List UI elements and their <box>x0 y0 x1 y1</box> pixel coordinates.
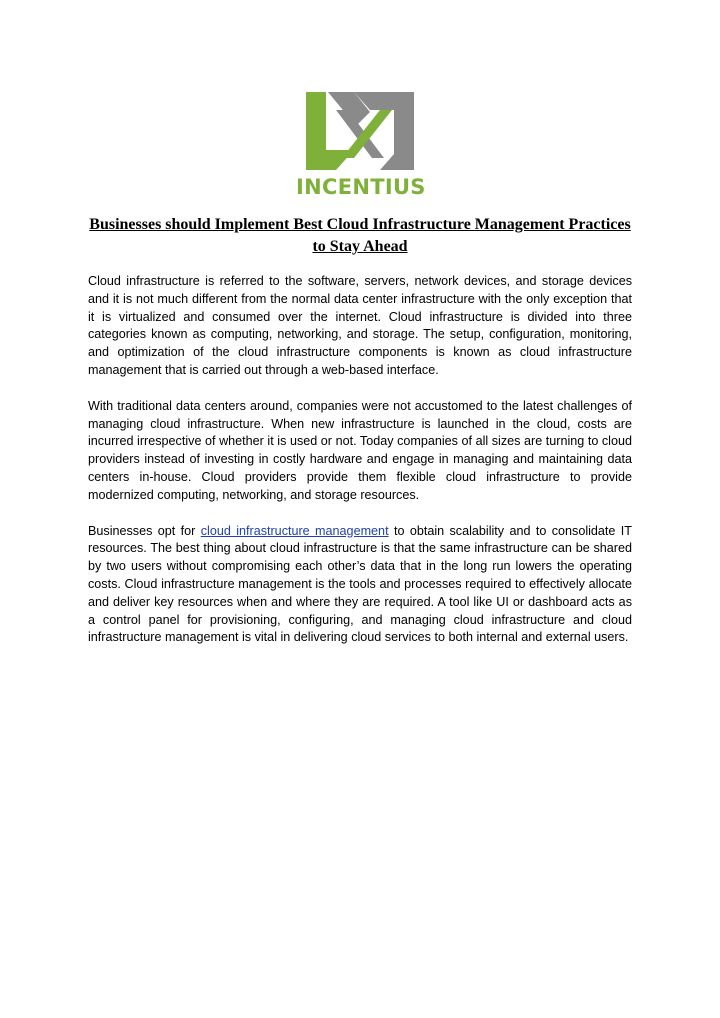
logo-wordmark: INCENTIUS <box>296 175 426 199</box>
incentius-logo <box>296 86 424 202</box>
paragraph-3-intro: Businesses opt for <box>88 523 201 538</box>
paragraph-3 <box>88 523 632 648</box>
document-title: Businesses should Implement Best Cloud Infrastructure Management Practices to Stay Ahead <box>89 216 631 255</box>
incentius-logo-icon <box>296 86 424 178</box>
document-body <box>88 273 632 665</box>
cloud-infrastructure-management-link[interactable]: cloud infrastructure management <box>200 523 389 538</box>
paragraph-1: Cloud infrastructure is referred to the software, servers, network devices, and storage devices and it is not much different from the normal data center infrastructure with the only exception that it is virtualized and consumed over the internet. Cloud infrastructure is divided into three categories known as computing, networking, and storage. The setup, configuration, monitoring, and optimization of the cloud infrastructure components is known as cloud infrastructure management that is carried out through a web-based interface. <box>88 274 632 377</box>
paragraph-3-rest: to obtain scalability and to consolidate IT resources. The best thing about cloud infrastructure is that the same infrastructure can be shared by two users without compromising each other’s data that in the long run lowers the operating costs. Cloud infrastructure management is the tools and processes required to effectively allocate and deliver key resources when and where they are required. A tool like UI or dashboard acts as a control panel for provisioning, configuring, and managing cloud infrastructure and cloud infrastructure management is vital in delivering cloud services to both internal and external users. <box>88 523 632 645</box>
paragraph-2: With traditional data centers around, companies were not accustomed to the latest challenges of managing cloud infrastructure. When new infrastructure is launched in the cloud, costs are incurred irrespective of whether it is used or not. Today companies of all sizes are turning to cloud providers instead of investing in costly hardware and engage in managing and maintaining data centers in-house. Cloud providers provide them flexible cloud infrastructure to provide modernized computing, networking, and storage resources. <box>88 398 632 502</box>
